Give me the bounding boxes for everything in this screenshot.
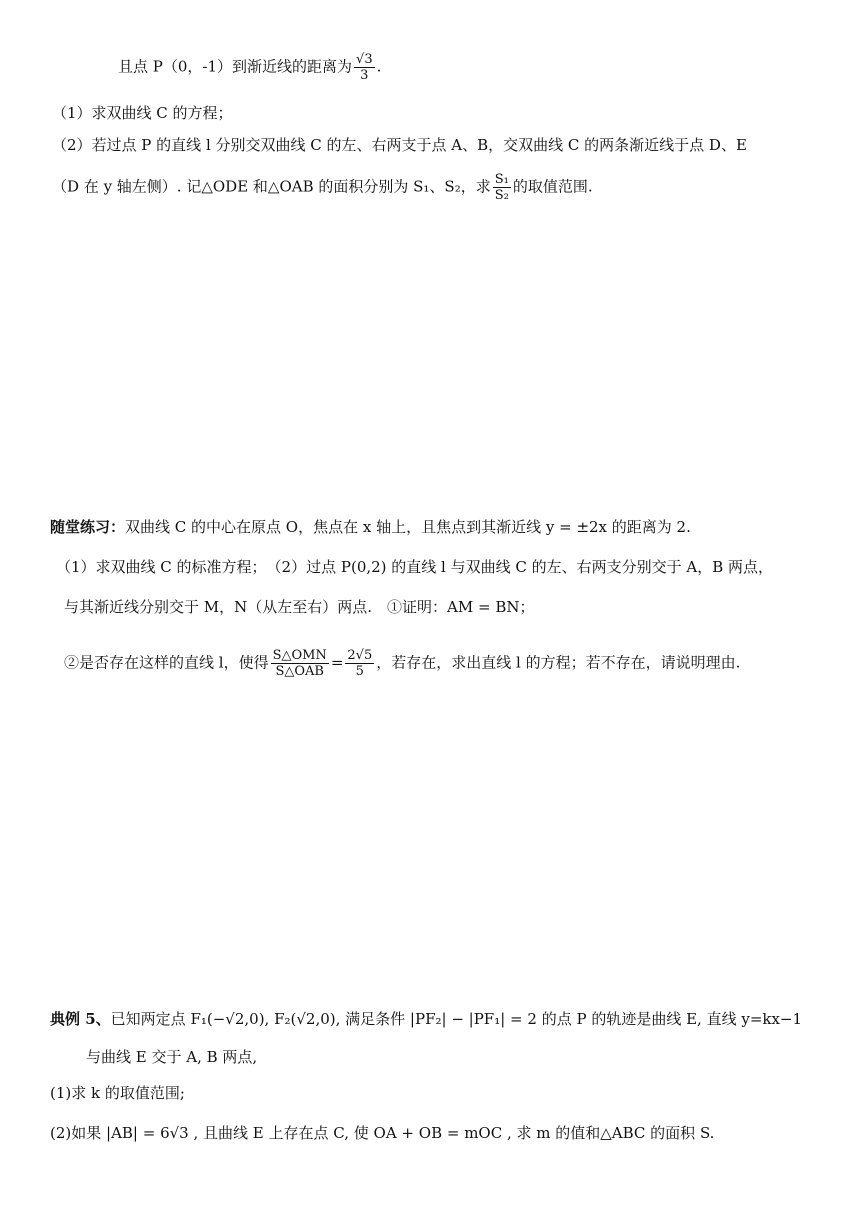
fraction-area-ratio (271, 648, 329, 679)
practice-line4-text: ②是否存在这样的直线 l，使得 (64, 653, 269, 672)
practice-line4-suffix: ，若存在，求出直线 l 的方程；若不存在，请说明理由. (376, 653, 741, 672)
practice-line1-text: 双曲线 C 的中心在原点 O，焦点在 x 轴上，且焦点到其渐近线 y = ±2x 的距离为 2. (125, 518, 691, 536)
fraction-2sqrt5-over-5 (345, 648, 374, 679)
part2-line2-suffix: 的取值范围. (512, 177, 593, 196)
practice-line3: 与其渐近线分别交于 M，N（从左至右）两点. ①证明：AM = BN； (64, 598, 535, 616)
part2-line2-text: （D 在 y 轴左侧）. 记△ODE 和△OAB 的面积分别为 S₁、S₂，求 (52, 177, 491, 196)
practice-line1 (50, 516, 691, 538)
practice-line2: （1）求双曲线 C 的标准方程； （2）过点 P(0,2) 的直线 l 与双曲线 C 的左、右两支分别交于 A，B 两点， (56, 558, 774, 576)
fraction-sqrt3-over-3 (354, 52, 375, 83)
equals-sign: = (330, 653, 344, 672)
fraction-denominator: S₂ (494, 188, 509, 203)
part2-line2 (52, 172, 593, 203)
intro-text: 且点 P（0，-1）到渐近线的距离为 (118, 57, 353, 76)
fraction-numerator: S₁ (494, 172, 509, 187)
fraction-s1-over-s2 (493, 172, 511, 203)
example5-line3: (1)求 k 的取值范围; (50, 1084, 185, 1102)
fraction-denominator: 3 (360, 68, 369, 83)
part1-line: （1）求双曲线 C 的方程； (52, 104, 233, 122)
example5-line1 (50, 1008, 802, 1030)
fraction-denominator: 5 (355, 664, 364, 679)
fraction-numerator: 2√5 (347, 648, 373, 663)
fraction-denominator: S△OAB (275, 664, 324, 679)
part2-line1: （2）若过点 P 的直线 l 分别交双曲线 C 的左、右两支于点 A、B，交双曲线 C 的两条渐近线于点 D、E (52, 136, 747, 154)
intro-suffix: . (376, 57, 382, 76)
example5-line2: 与曲线 E 交于 A, B 两点, (86, 1048, 258, 1066)
example5-line4: (2)如果 |AB| = 6√3 , 且曲线 E 上存在点 C, 使 OA + OB = mOC , 求 m 的值和△ABC 的面积 S. (50, 1124, 715, 1142)
fraction-numerator: S△OMN (272, 648, 327, 663)
example5-line1-text: 已知两定点 F₁(−√2,0), F₂(√2,0), 满足条件 |PF₂| − |PF₁| = 2 的点 P 的轨迹是曲线 E, 直线 y=kx−1 (110, 1010, 803, 1028)
practice-label: 随堂练习： (50, 518, 126, 536)
problem-intro-line (118, 52, 381, 83)
example5-label: 典例 5、 (50, 1010, 111, 1028)
practice-line4 (64, 648, 740, 679)
fraction-numerator: √3 (356, 52, 373, 67)
